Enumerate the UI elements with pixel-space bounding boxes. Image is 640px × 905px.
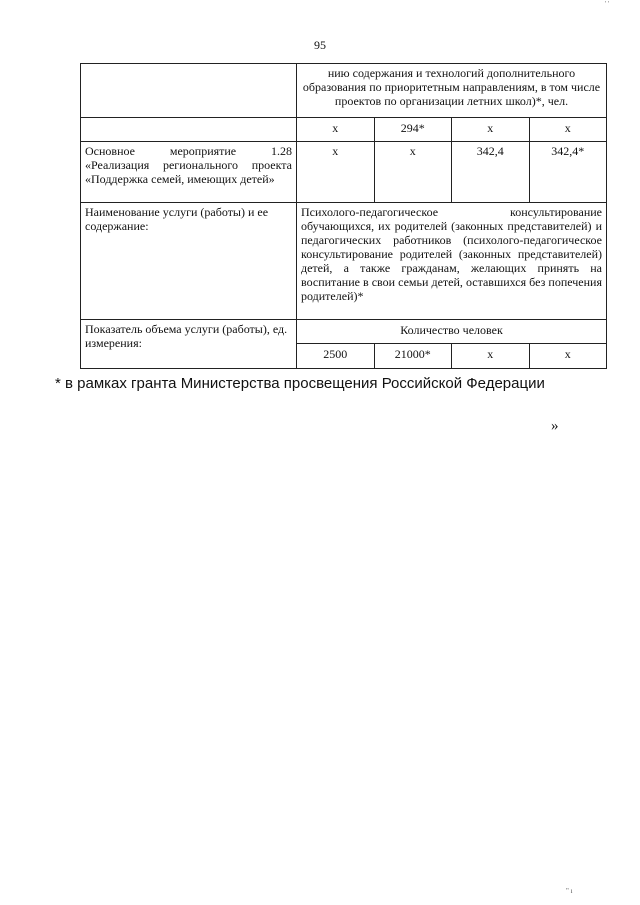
table-row xyxy=(81,142,607,203)
row3-value-2: х xyxy=(374,142,452,203)
row3-value-3: 342,4 xyxy=(452,142,530,203)
table-row xyxy=(81,64,607,118)
row2-value-1: х xyxy=(297,118,375,142)
row4-service-label: Наименование услуги (работы) и ее содержание: xyxy=(81,203,297,320)
row2-value-3: х xyxy=(452,118,530,142)
grant-footnote: * в рамках гранта Министерства просвещения Российской Федерации xyxy=(55,375,545,392)
row6-value-2: 21000* xyxy=(374,344,452,369)
table-row xyxy=(81,320,607,344)
row5-indicator-label: Показатель объема услуги (работы), ед. измерения: xyxy=(81,320,297,369)
row6-value-3: х xyxy=(452,344,530,369)
row3-activity-cell: Основное мероприятие 1.28 «Реализация регионального проекта «Поддержка семей, имеющих детей» xyxy=(81,142,297,203)
row4-service-description: Психолого-педагогическое консультирование обучающихся, их родителей (законных представителей) и педагогических работников (психолого-педагогическое консультирование родителей (законных представителей) детей, а также гражданам, желающих принять на воспитание в свои семьи детей, оставшихся без попечения родителей)* xyxy=(297,203,607,320)
row2-value-4: х xyxy=(529,118,607,142)
closing-quote: » xyxy=(551,418,559,434)
row2-left-cell xyxy=(81,118,297,142)
row6-value-4: х xyxy=(529,344,607,369)
row3-value-4: 342,4* xyxy=(529,142,607,203)
row6-value-1: 2500 xyxy=(297,344,375,369)
row2-value-2: 294* xyxy=(374,118,452,142)
row3-value-1: х xyxy=(297,142,375,203)
row1-left-cell xyxy=(81,64,297,118)
top-corner-mark: ' ' xyxy=(605,0,610,8)
bottom-corner-mark: " ı xyxy=(566,887,573,895)
page-number: 95 xyxy=(314,38,326,52)
table-row xyxy=(81,118,607,142)
row1-description-cell: нию содержания и технологий дополнительного образования по приоритетным направлениям, в том числе проектов по организации летних школ)*, чел. xyxy=(297,64,607,118)
row5-unit-header: Количество человек xyxy=(297,320,607,344)
table-row xyxy=(81,203,607,320)
program-table xyxy=(80,63,607,369)
